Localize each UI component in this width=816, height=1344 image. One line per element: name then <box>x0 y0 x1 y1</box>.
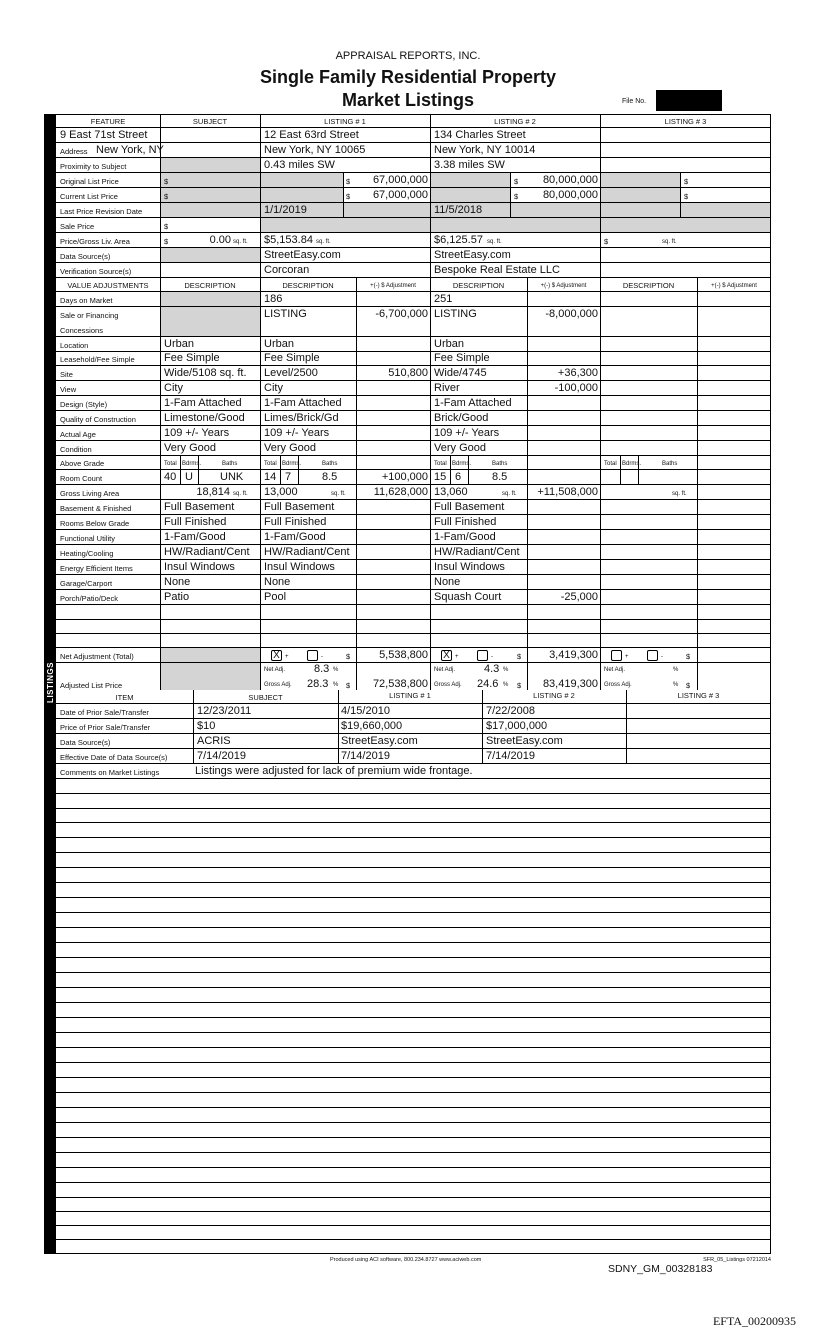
l2-heating: HW/Radiant/Cent <box>434 547 520 558</box>
porch-label: Porch/Patio/Deck <box>60 594 118 603</box>
concessions-label: Concessions <box>60 326 103 335</box>
subject-actual-age: 109 +/- Years <box>164 427 230 439</box>
l1-view: City <box>264 382 283 394</box>
subject-view: City <box>164 382 183 394</box>
l2-verification: Bespoke Real Estate LLC <box>434 264 560 276</box>
l2-prior-source: StreetEasy.com <box>486 735 563 747</box>
l1-actual-age: 109 +/- Years <box>264 427 330 439</box>
subject-prior-source: ACRIS <box>197 735 231 747</box>
verification-label: Verification Source(s) <box>60 267 132 276</box>
l2-basement: Full Basement <box>434 501 505 513</box>
l2-room-bdrms: 6 <box>455 471 462 483</box>
l2-rooms-below: Full Finished <box>434 516 497 528</box>
l2-gla-unit: sq. ft. <box>502 491 517 497</box>
l1-address-line2: New York, NY 10065 <box>264 144 366 156</box>
l3-minus-label: - <box>661 654 663 660</box>
l1-price-gla: $5,153.84 <box>264 234 313 246</box>
l2-plus-checkbox[interactable]: X <box>441 650 452 661</box>
original-list-label: Original List Price <box>60 177 119 186</box>
l3-plus-checkbox[interactable] <box>611 650 622 661</box>
l1-current-list: 67,000,000 <box>372 189 428 201</box>
subject-prior-effective: 7/14/2019 <box>197 750 246 762</box>
l1-garage: None <box>264 576 291 588</box>
l1-basement: Full Basement <box>264 501 335 513</box>
l1-heating: HW/Radiant/Cent <box>264 547 350 558</box>
l2-actual-age: 109 +/- Years <box>434 427 500 439</box>
sale-price-label: Sale Price <box>60 222 95 231</box>
l1-gla: 13,000 <box>264 486 298 498</box>
subject-address-line2: New York, NY <box>96 144 164 156</box>
subject-sale-cur: $ <box>164 222 169 231</box>
l2-minus-checkbox[interactable] <box>477 650 488 661</box>
l2-site: Wide/4745 <box>434 367 487 379</box>
header-listing3: LISTING # 3 <box>664 117 707 126</box>
produced-by-text: Produced using ACI software, 800.234.8727 www.aciweb.com <box>330 1257 482 1263</box>
subject-current-cur: $ <box>164 192 169 201</box>
l1-rooms-below: Full Finished <box>264 516 327 528</box>
l3-current-cur: $ <box>684 192 689 201</box>
l1-adj-cur: $ <box>346 681 351 690</box>
l2-porch-adj: -25,000 <box>560 591 598 603</box>
l2-garage: None <box>434 576 461 588</box>
l2-quality: Brick/Good <box>434 412 489 424</box>
sidebar-label: LISTINGS <box>45 661 55 703</box>
l2-net-adj: 3,419,300 <box>549 649 598 661</box>
l1-net-cur: $ <box>346 652 351 661</box>
subject-gla-unit: sq. ft. <box>233 491 248 497</box>
l1-address-line1: 12 East 63rd Street <box>264 129 359 141</box>
l1-functional: 1-Fam/Good <box>264 531 326 543</box>
subject-porch: Patio <box>164 591 190 603</box>
l2-view: River <box>434 382 460 394</box>
l3-price-gla-cur: $ <box>604 237 609 246</box>
prior-date-label: Date of Prior Sale/Transfer <box>60 708 149 717</box>
above-grade-label: Above Grade <box>60 459 105 468</box>
l1-leasehold: Fee Simple <box>264 352 320 364</box>
l2-proximity: 3.38 miles SW <box>434 159 505 171</box>
l2-gla-adj: +11,508,000 <box>537 486 598 498</box>
l1-design: 1-Fam Attached <box>264 397 342 409</box>
l1-last-revision: 1/1/2019 <box>264 204 307 216</box>
garage-label: Garage/Carport <box>60 579 113 588</box>
energy-label: Energy Efficient Items <box>60 564 133 573</box>
subject-prior-price: $10 <box>197 720 216 732</box>
l1-gross-pct: 28.3 <box>307 678 329 690</box>
l3-original-cur: $ <box>684 177 689 186</box>
l1-site: Level/2500 <box>264 367 318 379</box>
subject-energy: Insul Windows <box>164 561 235 573</box>
l3-net-label: Net Adj. <box>604 667 626 673</box>
heating-label: Heating/Cooling <box>60 549 114 558</box>
current-list-label: Current List Price <box>60 192 118 201</box>
l1-prior-effective: 7/14/2019 <box>341 750 390 762</box>
l1-location: Urban <box>264 338 294 350</box>
l1-current-cur: $ <box>346 192 351 201</box>
l2-sale-financing-adj: -8,000,000 <box>545 308 598 320</box>
l2-condition: Very Good <box>434 442 486 454</box>
l1-room-total: 14 <box>264 471 277 483</box>
proximity-label: Proximity to Subject <box>60 162 127 171</box>
header-listing2: LISTING # 2 <box>494 117 536 126</box>
header-feature: FEATURE <box>90 117 126 126</box>
l3-net-cur: $ <box>686 652 691 661</box>
l1-days-on-market: 186 <box>264 293 283 305</box>
l1-data-source: StreetEasy.com <box>264 249 341 261</box>
l2-gross-label: Gross Adj. <box>434 682 462 688</box>
prior-price-label: Price of Prior Sale/Transfer <box>60 723 151 732</box>
l2-adj-list: 83,419,300 <box>542 678 598 690</box>
l2-porch: Squash Court <box>434 591 502 603</box>
efta-number: EFTA_00200935 <box>712 1314 796 1328</box>
l2-prior-price: $17,000,000 <box>486 720 548 732</box>
l1-energy: Insul Windows <box>264 561 335 573</box>
subject-gla: 18,814 <box>196 486 230 498</box>
design-label: Design (Style) <box>60 400 108 409</box>
last-revision-label: Last Price Revision Date <box>60 207 143 216</box>
leasehold-label: Leasehold/Fee Simple <box>60 355 135 364</box>
l2-last-revision: 11/5/2018 <box>434 204 483 216</box>
l2-room-baths: 8.5 <box>492 471 508 483</box>
l1-quality: Limes/Brick/Gd <box>264 412 339 424</box>
subject-garage: None <box>164 576 191 588</box>
location-label: Location <box>60 341 89 350</box>
prior-effective-label: Effective Date of Data Source(s) <box>60 753 168 762</box>
l2-price-gla: $6,125.57 <box>434 234 483 246</box>
l2-gross-pct: 24.6 <box>477 678 499 690</box>
l1-prior-source: StreetEasy.com <box>341 735 418 747</box>
l1-minus-label: - <box>321 654 323 660</box>
actual-age-label: Actual Age <box>60 430 96 439</box>
l2-net-label: Net Adj. <box>434 667 456 673</box>
header-subject: SUBJECT <box>192 117 228 126</box>
file-no-label: File No. <box>622 98 647 105</box>
net-adj-label: Net Adjustment (Total) <box>60 652 134 661</box>
l2-design: 1-Fam Attached <box>434 397 512 409</box>
l2-location: Urban <box>434 338 464 350</box>
l1-condition: Very Good <box>264 442 316 454</box>
l1-sale-financing: LISTING <box>264 308 307 320</box>
subject-rooms-below: Full Finished <box>164 516 227 528</box>
form-subtitle: Market Listings <box>341 90 475 110</box>
basement-label: Basement & Finished <box>60 504 132 513</box>
l3-plus-label: + <box>625 654 629 660</box>
l2-current-list: 80,000,000 <box>542 189 598 201</box>
l2-room-total: 15 <box>434 471 447 483</box>
comments-label: Comments on Market Listings <box>60 768 160 777</box>
l2-functional: 1-Fam/Good <box>434 531 496 543</box>
l1-net-label: Net Adj. <box>264 667 286 673</box>
header-listing1: LISTING # 1 <box>324 117 366 126</box>
quality-label: Quality of Construction <box>60 415 136 424</box>
subject-quality: Limestone/Good <box>164 412 245 424</box>
l1-porch: Pool <box>264 591 287 603</box>
subject-address-line1: 9 East 71st Street <box>60 129 148 141</box>
subject-original-cur: $ <box>164 177 169 186</box>
l3-adj-cur: $ <box>686 681 691 690</box>
l1-net-adj: 5,538,800 <box>379 649 428 661</box>
view-label: View <box>60 385 77 394</box>
l3-minus-checkbox[interactable] <box>647 650 658 661</box>
l1-room-bdrms: 7 <box>285 471 292 483</box>
l1-original-list: 67,000,000 <box>372 174 428 186</box>
l1-prior-date: 4/15/2010 <box>341 705 390 717</box>
subject-condition: Very Good <box>164 442 216 454</box>
l2-site-adj: +36,300 <box>557 367 598 379</box>
l2-address-line1: 134 Charles Street <box>434 129 526 141</box>
subject-room-total: 40 <box>164 471 177 483</box>
subject-price-gla-unit: sq. ft. <box>233 239 248 245</box>
l2-adj-cur: $ <box>517 681 522 690</box>
l2-original-cur: $ <box>514 177 519 186</box>
days-on-market-label: Days on Market <box>60 296 113 305</box>
l3-gla-unit: sq. ft. <box>672 491 687 497</box>
l3-price-gla-unit: sq. ft. <box>662 239 677 245</box>
subject-functional: 1-Fam/Good <box>164 531 226 543</box>
l2-minus-label: - <box>491 654 493 660</box>
l2-original-list: 80,000,000 <box>542 174 598 186</box>
form-code: SFR_05_Listings 07212014 <box>703 1257 771 1263</box>
subject-leasehold: Fee Simple <box>164 352 220 364</box>
data-source-label: Data Source(s) <box>60 252 111 261</box>
bates-number: SDNY_GM_00328183 <box>608 1263 713 1275</box>
l2-sale-financing: LISTING <box>434 308 477 320</box>
l1-adj-list: 72,538,800 <box>372 678 428 690</box>
file-no-redaction <box>656 90 722 111</box>
subject-prior-date: 12/23/2011 <box>197 705 252 717</box>
l1-room-baths: 8.5 <box>322 471 338 483</box>
l1-verification: Corcoran <box>264 264 310 276</box>
adj-list-label: Adjusted List Price <box>60 681 123 690</box>
l2-energy: Insul Windows <box>434 561 505 573</box>
l2-leasehold: Fee Simple <box>434 352 490 364</box>
subject-basement: Full Basement <box>164 501 235 513</box>
l1-site-adj: 510,800 <box>388 367 428 379</box>
subject-heating: HW/Radiant/Cent <box>164 547 250 558</box>
l2-gla: 13,060 <box>434 486 468 498</box>
l1-plus-checkbox[interactable]: X <box>271 650 282 661</box>
prior-source-label: Data Source(s) <box>60 738 111 747</box>
l1-original-cur: $ <box>346 177 351 186</box>
gla-label: Gross Living Area <box>60 489 120 498</box>
l2-data-source: StreetEasy.com <box>434 249 511 261</box>
l2-plus-label: + <box>455 654 459 660</box>
l2-price-gla-unit: sq. ft. <box>487 239 502 245</box>
l2-net-cur: $ <box>517 652 522 661</box>
l1-plus-label: + <box>285 654 289 660</box>
subject-site: Wide/5108 sq. ft. <box>164 367 247 379</box>
condition-label: Condition <box>60 445 92 454</box>
price-gla-label: Price/Gross Liv. Area <box>60 237 130 246</box>
form-title: Single Family Residential Property <box>259 67 557 87</box>
functional-label: Functional Utility <box>60 534 116 543</box>
l1-sale-financing-adj: -6,700,000 <box>375 308 428 320</box>
l1-minus-checkbox[interactable] <box>307 650 318 661</box>
l2-days-on-market: 251 <box>434 293 453 305</box>
l2-net-pct: 4.3 <box>484 663 500 675</box>
l1-price-gla-unit: sq. ft. <box>316 239 331 245</box>
rooms-below-label: Rooms Below Grade <box>60 519 130 528</box>
l1-gla-unit: sq. ft. <box>331 491 346 497</box>
l2-view-adj: -100,000 <box>554 382 598 394</box>
l1-prior-price: $19,660,000 <box>341 720 403 732</box>
subject-location: Urban <box>164 338 194 350</box>
l2-prior-date: 7/22/2008 <box>486 705 535 717</box>
subject-design: 1-Fam Attached <box>164 397 242 409</box>
l1-room-adj: +100,000 <box>381 471 428 483</box>
sale-financing-label: Sale or Financing <box>60 311 119 320</box>
l1-gross-label: Gross Adj. <box>264 682 292 688</box>
subject-price-gla-cur: $ <box>164 237 169 246</box>
address-label: Address <box>60 147 88 156</box>
l1-proximity: 0.43 miles SW <box>264 159 335 171</box>
room-count-label: Room Count <box>60 474 103 483</box>
comments-text: Listings were adjusted for lack of premium wide frontage. <box>195 765 473 777</box>
l2-prior-effective: 7/14/2019 <box>486 750 535 762</box>
l1-gla-adj: 11,628,000 <box>373 486 428 498</box>
l2-current-cur: $ <box>514 192 519 201</box>
company-name: APPRAISAL REPORTS, INC. <box>335 50 481 62</box>
site-label: Site <box>60 370 73 379</box>
l3-gross-label: Gross Adj. <box>604 682 632 688</box>
subject-room-baths: UNK <box>220 471 244 483</box>
subject-price-gla: 0.00 <box>209 234 231 246</box>
subject-room-bdrms: U <box>185 471 193 483</box>
l2-address-line2: New York, NY 10014 <box>434 144 536 156</box>
l1-net-pct: 8.3 <box>314 663 330 675</box>
